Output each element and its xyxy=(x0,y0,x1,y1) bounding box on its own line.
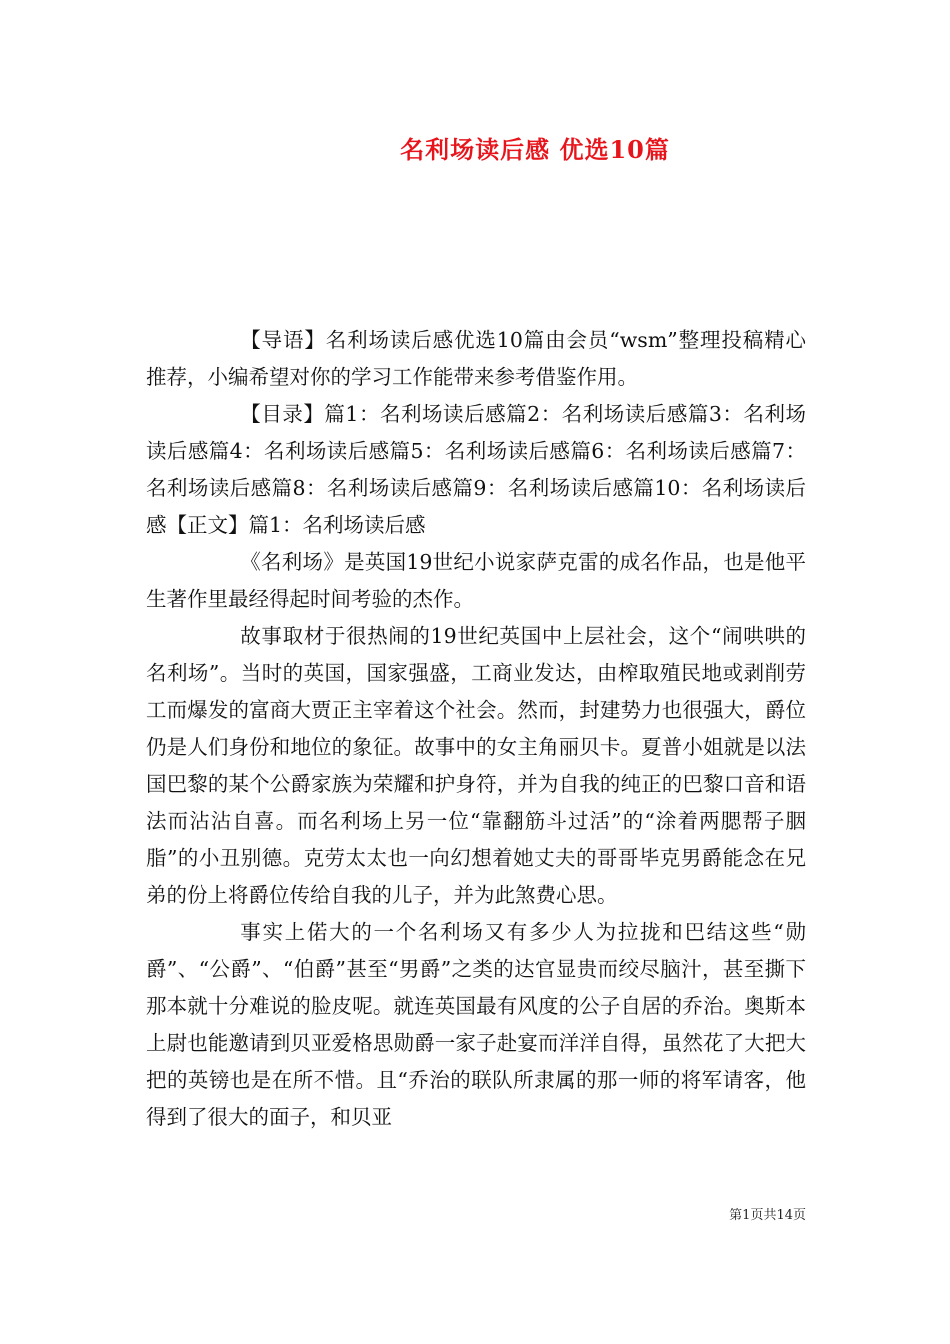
paragraph-toc: 【目录】篇1：名利场读后感篇2：名利场读后感篇3：名利场读后感篇4：名利场读后感篇5：名利场读后感篇6：名利场读后感篇7：名利场读后感篇8：名利场读后感篇9：名利场读后感篇10：名利场读后感【正文】篇1：名利场读后感 xyxy=(146,402,806,537)
document-title: 名利场读后感 优选10篇 xyxy=(400,135,670,164)
page-number: 第1页共14页 xyxy=(729,1208,806,1223)
paragraph-1: 《名利场》是英国19世纪小说家萨克雷的成名作品，也是他平生著作里最经得起时间考验的杰作。 xyxy=(146,550,806,611)
paragraph-3: 事实上偌大的一个名利场又有多少人为拉拢和巴结这些“勋爵”、“公爵”、“伯爵”甚至“男爵”之类的达官显贵而绞尽脑汁，甚至撕下那本就十分难说的脸皮呢。就连英国最有风度的公子自居的乔治。奥斯本上尉也能邀请到贝亚爱格思勋爵一家子赴宴而洋洋自得，虽然花了大把大把的英镑也是在所不惜。且“乔治的联队所隶属的那一师的将军请客，他得到了很大的面子，和贝亚 xyxy=(146,920,806,1129)
paragraph-2: 故事取材于很热闹的19世纪英国中上层社会，这个“闹哄哄的名利场”。当时的英国，国家强盛，工商业发达，由榨取殖民地或剥削劳工而爆发的富商大贾正主宰着这个社会。然而，封建势力也很强大，爵位仍是人们身份和地位的象征。故事中的女主角丽贝卡。夏普小姐就是以法国巴黎的某个公爵家族为荣耀和护身符，并为自我的纯正的巴黎口音和语法而沾沾自喜。而名利场上另一位“靠翻筋斗过活”的“涂着两腮帮子胭脂”的小丑别德。克劳太太也一向幻想着她丈夫的哥哥毕克男爵能念在兄弟的份上将爵位传给自我的儿子，并为此煞费心思。 xyxy=(146,624,806,907)
paragraph-intro: 【导语】名利场读后感优选10篇由会员“wsm”整理投稿精心推荐，小编希望对你的学习工作能带来参考借鉴作用。 xyxy=(146,328,806,389)
document-body xyxy=(146,322,806,1136)
